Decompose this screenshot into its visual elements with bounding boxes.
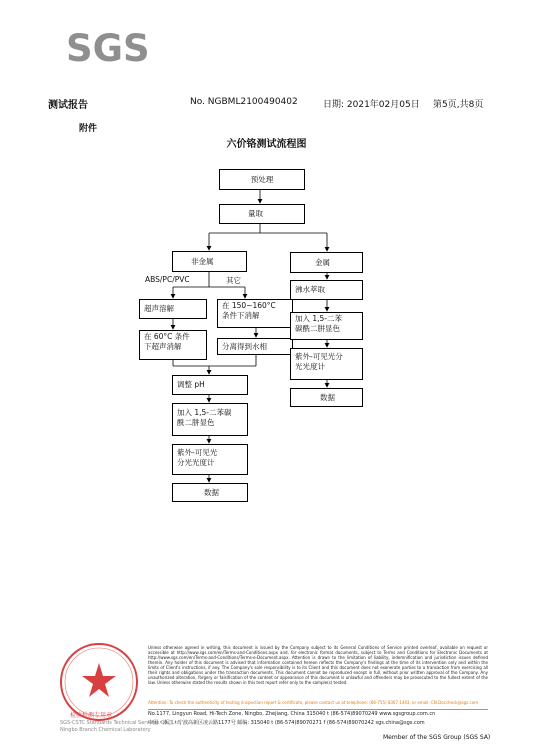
lab-branch-en: Ningbo Branch Chemical Laboratory bbox=[60, 727, 151, 733]
footer-divider bbox=[148, 709, 488, 710]
attention-notice: Attention: To check the authenticity of testing /inspection report & certificate, please contact us at telephone: (86-755) 8307 1443, or email: CN.Doccheck@sgs.com bbox=[148, 700, 479, 705]
sgs-logo: SGS bbox=[66, 27, 150, 70]
step-add-dpc-right bbox=[290, 312, 363, 340]
page-number: 第5页,共8页 bbox=[433, 100, 484, 110]
step-pretreatment: 预处理 bbox=[219, 169, 305, 190]
step-metal: 金属 bbox=[290, 252, 363, 273]
step-ultrasonic-60-line2: 下超声消解 bbox=[144, 342, 182, 351]
report-date: 日期: 2021年02月05日 bbox=[323, 100, 420, 110]
step-data-left: 数据 bbox=[172, 483, 248, 502]
step-uv-left bbox=[172, 444, 248, 475]
seal-text: 检验检测专用章 bbox=[70, 712, 113, 719]
lab-name-en: SGS-CSTC Standards Technical Services Co., Ltd. bbox=[60, 720, 182, 726]
step-water-phase: 分离得到水相 bbox=[217, 338, 293, 355]
branch-label-other: 其它 bbox=[226, 276, 241, 285]
step-ultrasonic-60-line1: 在 60°C 条件 bbox=[144, 332, 190, 341]
step-add-dpc-right-line1: 加入 1,5-二苯 bbox=[295, 314, 343, 323]
step-uv-right-line2: 光光度计 bbox=[295, 362, 325, 371]
step-ultrasonic-60 bbox=[139, 330, 207, 360]
report-title: 测试报告 bbox=[48, 100, 88, 111]
step-data-right: 数据 bbox=[290, 388, 363, 407]
step-sampling: 量取 bbox=[219, 204, 305, 224]
step-add-dpc-left bbox=[172, 403, 248, 436]
star-icon bbox=[82, 663, 116, 697]
step-digest-150-line2: 条件下消解 bbox=[222, 311, 260, 320]
step-digest-150 bbox=[217, 299, 293, 328]
terms-conditions: Unless otherwise agreed in writing, this document is issued by the Company subject to its General Conditions of Service printed overleaf, available on request or accessible at http://www.sgs.com/en/Terms-and-Conditions.aspx and, for electronic format documents, subject to Terms and Conditions for Electronic Documents at http://www.sgs.com/en/Terms-and-Conditions/Terms-e-Document.aspx. Attention is drawn to the limitation of liability, indemnification and jurisdiction issues defined therein. Any holder of this document is advised that information contained hereon reflects the Company's findings at the time of its intervention only and within the limits of Client's instructions, if any. The Company's sole responsibility is to its Client and this document does not exonerate parties to a transaction from exercising all their rights and obligations under the transaction documents. This document cannot be reproduced except in full, without prior written approval of the Company. Any unauthorized alteration, forgery or falsification of the content or appearance of this document is unlawful and offenders may be prosecuted to the fullest extent of the law. Unless otherwise stated the results shown in this test report refer only to the sample(s) tested. bbox=[148, 645, 488, 685]
step-add-dpc-right-line2: 碳酰二肼显色 bbox=[295, 324, 340, 333]
address-en: No.1177, Lingyun Road, Hi-Tech Zone, Ningbo, Zhejiang, China 315040 t (86-574)89070249 www.sgsgroup.com.cn bbox=[148, 711, 436, 717]
report-number: No. NGBML2100490402 bbox=[190, 97, 298, 107]
step-nonmetal: 非金属 bbox=[172, 251, 247, 272]
step-add-dpc-left-line1: 加入 1,5-二苯碳 bbox=[177, 408, 232, 417]
diagram-title: 六价铬测试流程图 bbox=[226, 139, 307, 150]
step-digest-150-line1: 在 150~160°C bbox=[222, 301, 276, 310]
step-ultrasonic-dissolve: 超声溶解 bbox=[139, 299, 207, 319]
step-add-dpc-left-line2: 酰二肼显色 bbox=[177, 418, 215, 427]
step-uv-right bbox=[290, 348, 363, 380]
sgs-member-line: Member of the SGS Group (SGS SA) bbox=[383, 734, 491, 741]
step-uv-left-line2: 分光光度计 bbox=[177, 458, 215, 467]
step-boil-extract: 沸水萃取 bbox=[290, 280, 363, 300]
address-cn: 中国・浙江・宁波高新区凌云路1177号 邮编: 315040 t (86-574)89070271 f (86-574)89070242 sgs.china@sgs.com bbox=[148, 720, 425, 726]
step-uv-right-line1: 紫外-可见光分 bbox=[295, 352, 343, 361]
appendix-label: 附件 bbox=[79, 124, 98, 134]
branch-label-abs: ABS/PC/PVC bbox=[145, 275, 190, 284]
step-adjust-ph: 调整 pH bbox=[172, 375, 248, 395]
step-uv-left-line1: 紫外-可见光 bbox=[177, 448, 218, 457]
